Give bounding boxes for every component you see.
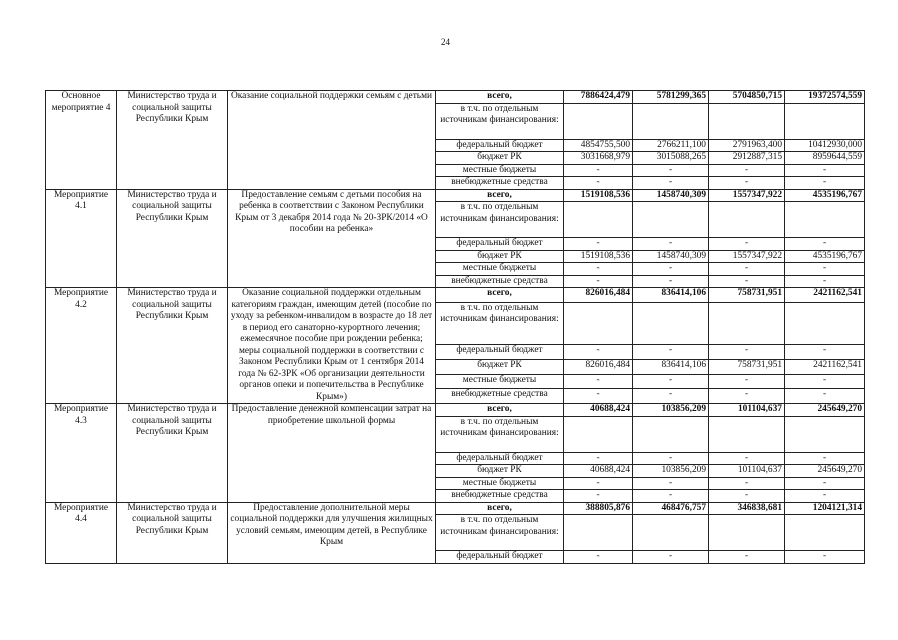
dash-cell: - — [709, 177, 785, 190]
amount-cell: 1519108,536 — [564, 250, 633, 263]
amount-cell: 3031668,979 — [564, 152, 633, 165]
dash-cell: - — [564, 374, 633, 389]
amount-cell: 3015088,265 — [633, 152, 709, 165]
funding-source-extra: внебюджетные средства — [436, 275, 564, 288]
measure-description: Оказание социальной поддержки семьям с детьми — [228, 91, 436, 190]
funding-source-local: местные бюджеты — [436, 374, 564, 389]
amount-cell: 388805,876 — [564, 502, 633, 515]
empty-cell — [633, 302, 709, 344]
dash-cell: - — [633, 238, 709, 251]
funding-source-local: местные бюджеты — [436, 477, 564, 490]
amount-cell: 5704850,715 — [709, 91, 785, 104]
empty-cell — [709, 515, 785, 551]
empty-cell — [785, 515, 865, 551]
amount-cell: 836414,106 — [633, 359, 709, 374]
empty-cell — [709, 302, 785, 344]
amount-cell: 40688,424 — [564, 465, 633, 478]
amount-cell: 8959644,559 — [785, 152, 865, 165]
funding-source-total: всего, — [436, 404, 564, 417]
responsible-executor: Министерство труда и социальной защиты Республики Крым — [117, 91, 228, 190]
funding-source-total: всего, — [436, 502, 564, 515]
amount-cell: 346838,681 — [709, 502, 785, 515]
amount-cell: 836414,106 — [633, 288, 709, 303]
amount-cell: 245649,270 — [785, 404, 865, 417]
dash-cell: - — [633, 164, 709, 177]
amount-cell: 1557347,922 — [709, 189, 785, 202]
funding-source-incl: в т.ч. по отдельным источникам финансирования: — [436, 515, 564, 551]
funding-source-incl: в т.ч. по отдельным источникам финансирования: — [436, 302, 564, 344]
dash-cell: - — [564, 177, 633, 190]
funding-source-incl: в т.ч. по отдельным источникам финансирования: — [436, 202, 564, 238]
funding-source-incl: в т.ч. по отдельным источникам финансирования: — [436, 416, 564, 452]
dash-cell: - — [785, 263, 865, 276]
amount-cell: 2421162,541 — [785, 359, 865, 374]
amount-cell: 245649,270 — [785, 465, 865, 478]
empty-cell — [633, 202, 709, 238]
measure-description: Предоставление семьям с детьми пособия на ребенка в соответствии с Законом Республики Крым от 3 декабря 2014 года № 20-ЗРК/2014 «О пособии на ребенка» — [228, 189, 436, 288]
measure-description: Предоставление денежной компенсации затрат на приобретение школьной формы — [228, 404, 436, 503]
empty-cell — [709, 416, 785, 452]
funding-source-federal: федеральный бюджет — [436, 452, 564, 465]
dash-cell: - — [785, 452, 865, 465]
dash-cell: - — [633, 490, 709, 503]
table-row — [46, 288, 865, 303]
dash-cell: - — [564, 275, 633, 288]
amount-cell: 1204121,314 — [785, 502, 865, 515]
amount-cell: 101104,637 — [709, 465, 785, 478]
dash-cell: - — [709, 389, 785, 404]
dash-cell: - — [785, 345, 865, 360]
dash-cell: - — [709, 490, 785, 503]
funding-source-rk: бюджет РК — [436, 465, 564, 478]
empty-cell — [785, 202, 865, 238]
funding-source-federal: федеральный бюджет — [436, 238, 564, 251]
responsible-executor: Министерство труда и социальной защиты Республики Крым — [117, 288, 228, 404]
responsible-executor: Министерство труда и социальной защиты Республики Крым — [117, 404, 228, 503]
dash-cell: - — [633, 345, 709, 360]
empty-cell — [633, 103, 709, 139]
amount-cell: 10412930,000 — [785, 139, 865, 152]
empty-cell — [564, 202, 633, 238]
amount-cell: 4854755,500 — [564, 139, 633, 152]
amount-cell: 758731,951 — [709, 288, 785, 303]
funding-source-extra: внебюджетные средства — [436, 490, 564, 503]
dash-cell: - — [564, 389, 633, 404]
dash-cell: - — [709, 345, 785, 360]
amount-cell: 5781299,365 — [633, 91, 709, 104]
empty-cell — [709, 103, 785, 139]
amount-cell: 40688,424 — [564, 404, 633, 417]
page-number: 24 — [441, 37, 450, 47]
funding-source-local: местные бюджеты — [436, 164, 564, 177]
empty-cell — [633, 515, 709, 551]
table-row — [46, 404, 865, 417]
dash-cell: - — [709, 238, 785, 251]
dash-cell: - — [785, 374, 865, 389]
dash-cell: - — [785, 238, 865, 251]
amount-cell: 758731,951 — [709, 359, 785, 374]
funding-source-total: всего, — [436, 189, 564, 202]
dash-cell: - — [564, 452, 633, 465]
funding-source-rk: бюджет РК — [436, 359, 564, 374]
dash-cell: - — [709, 275, 785, 288]
funding-table — [45, 90, 865, 564]
empty-cell — [785, 103, 865, 139]
funding-source-local: местные бюджеты — [436, 263, 564, 276]
dash-cell: - — [564, 238, 633, 251]
amount-cell: 468476,757 — [633, 502, 709, 515]
table-row — [46, 91, 865, 104]
funding-source-extra: внебюджетные средства — [436, 177, 564, 190]
measure-name: Мероприятие 4.1 — [46, 189, 117, 288]
empty-cell — [633, 416, 709, 452]
dash-cell: - — [564, 345, 633, 360]
measure-name: Мероприятие 4.2 — [46, 288, 117, 404]
dash-cell: - — [564, 477, 633, 490]
dash-cell: - — [785, 490, 865, 503]
empty-cell — [785, 416, 865, 452]
amount-cell: 2766211,100 — [633, 139, 709, 152]
amount-cell: 1557347,922 — [709, 250, 785, 263]
funding-source-total: всего, — [436, 91, 564, 104]
dash-cell: - — [564, 263, 633, 276]
measure-description: Оказание социальной поддержки отдельным категориям граждан, имеющим детей (пособие по уходу за ребенком-инвалидом в возрасте до 18 лет в период его санаторно-курортного лечения; ежемесячное пособие при рождении ребенка; меры социальной поддержки в соответствии с Законом Республики Крым от 1 сентября 2014 года № 62-ЗРК «Об организации деятельности органов опеки и попечительства в Республике Крым») — [228, 288, 436, 404]
amount-cell: 2791963,400 — [709, 139, 785, 152]
dash-cell: - — [633, 452, 709, 465]
dash-cell: - — [785, 177, 865, 190]
measure-name: Мероприятие 4.3 — [46, 404, 117, 503]
responsible-executor: Министерство труда и социальной защиты Республики Крым — [117, 502, 228, 563]
dash-cell: - — [564, 551, 633, 564]
empty-cell — [564, 515, 633, 551]
responsible-executor: Министерство труда и социальной защиты Республики Крым — [117, 189, 228, 288]
dash-cell: - — [709, 452, 785, 465]
measure-name: Основное мероприятие 4 — [46, 91, 117, 190]
dash-cell: - — [633, 389, 709, 404]
empty-cell — [564, 103, 633, 139]
dash-cell: - — [785, 164, 865, 177]
dash-cell: - — [564, 164, 633, 177]
amount-cell: 2912887,315 — [709, 152, 785, 165]
funding-source-federal: федеральный бюджет — [436, 551, 564, 564]
table-row — [46, 189, 865, 202]
measure-name: Мероприятие 4.4 — [46, 502, 117, 563]
amount-cell: 826016,484 — [564, 359, 633, 374]
dash-cell: - — [709, 263, 785, 276]
amount-cell: 1458740,309 — [633, 250, 709, 263]
dash-cell: - — [785, 551, 865, 564]
dash-cell: - — [633, 551, 709, 564]
empty-cell — [709, 202, 785, 238]
empty-cell — [564, 302, 633, 344]
table-row — [46, 502, 865, 515]
dash-cell: - — [785, 477, 865, 490]
amount-cell: 1519108,536 — [564, 189, 633, 202]
funding-source-total: всего, — [436, 288, 564, 303]
empty-cell — [785, 302, 865, 344]
dash-cell: - — [709, 164, 785, 177]
dash-cell: - — [709, 374, 785, 389]
funding-source-incl: в т.ч. по отдельным источникам финансирования: — [436, 103, 564, 139]
funding-source-federal: федеральный бюджет — [436, 139, 564, 152]
amount-cell: 1458740,309 — [633, 189, 709, 202]
dash-cell: - — [785, 275, 865, 288]
dash-cell: - — [633, 275, 709, 288]
amount-cell: 103856,209 — [633, 404, 709, 417]
dash-cell: - — [564, 490, 633, 503]
dash-cell: - — [785, 389, 865, 404]
amount-cell: 826016,484 — [564, 288, 633, 303]
empty-cell — [564, 416, 633, 452]
dash-cell: - — [633, 477, 709, 490]
amount-cell: 4535196,767 — [785, 189, 865, 202]
dash-cell: - — [633, 177, 709, 190]
dash-cell: - — [633, 374, 709, 389]
dash-cell: - — [633, 263, 709, 276]
funding-source-rk: бюджет РК — [436, 250, 564, 263]
funding-source-extra: внебюджетные средства — [436, 389, 564, 404]
measure-description: Предоставление дополнительной меры социальной поддержки для улучшения жилищных условий семьям, имеющим детей, в Республике Крым — [228, 502, 436, 563]
funding-source-federal: федеральный бюджет — [436, 345, 564, 360]
amount-cell: 101104,637 — [709, 404, 785, 417]
amount-cell: 19372574,559 — [785, 91, 865, 104]
funding-source-rk: бюджет РК — [436, 152, 564, 165]
dash-cell: - — [709, 551, 785, 564]
amount-cell: 7886424,479 — [564, 91, 633, 104]
amount-cell: 103856,209 — [633, 465, 709, 478]
amount-cell: 2421162,541 — [785, 288, 865, 303]
amount-cell: 4535196,767 — [785, 250, 865, 263]
dash-cell: - — [709, 477, 785, 490]
